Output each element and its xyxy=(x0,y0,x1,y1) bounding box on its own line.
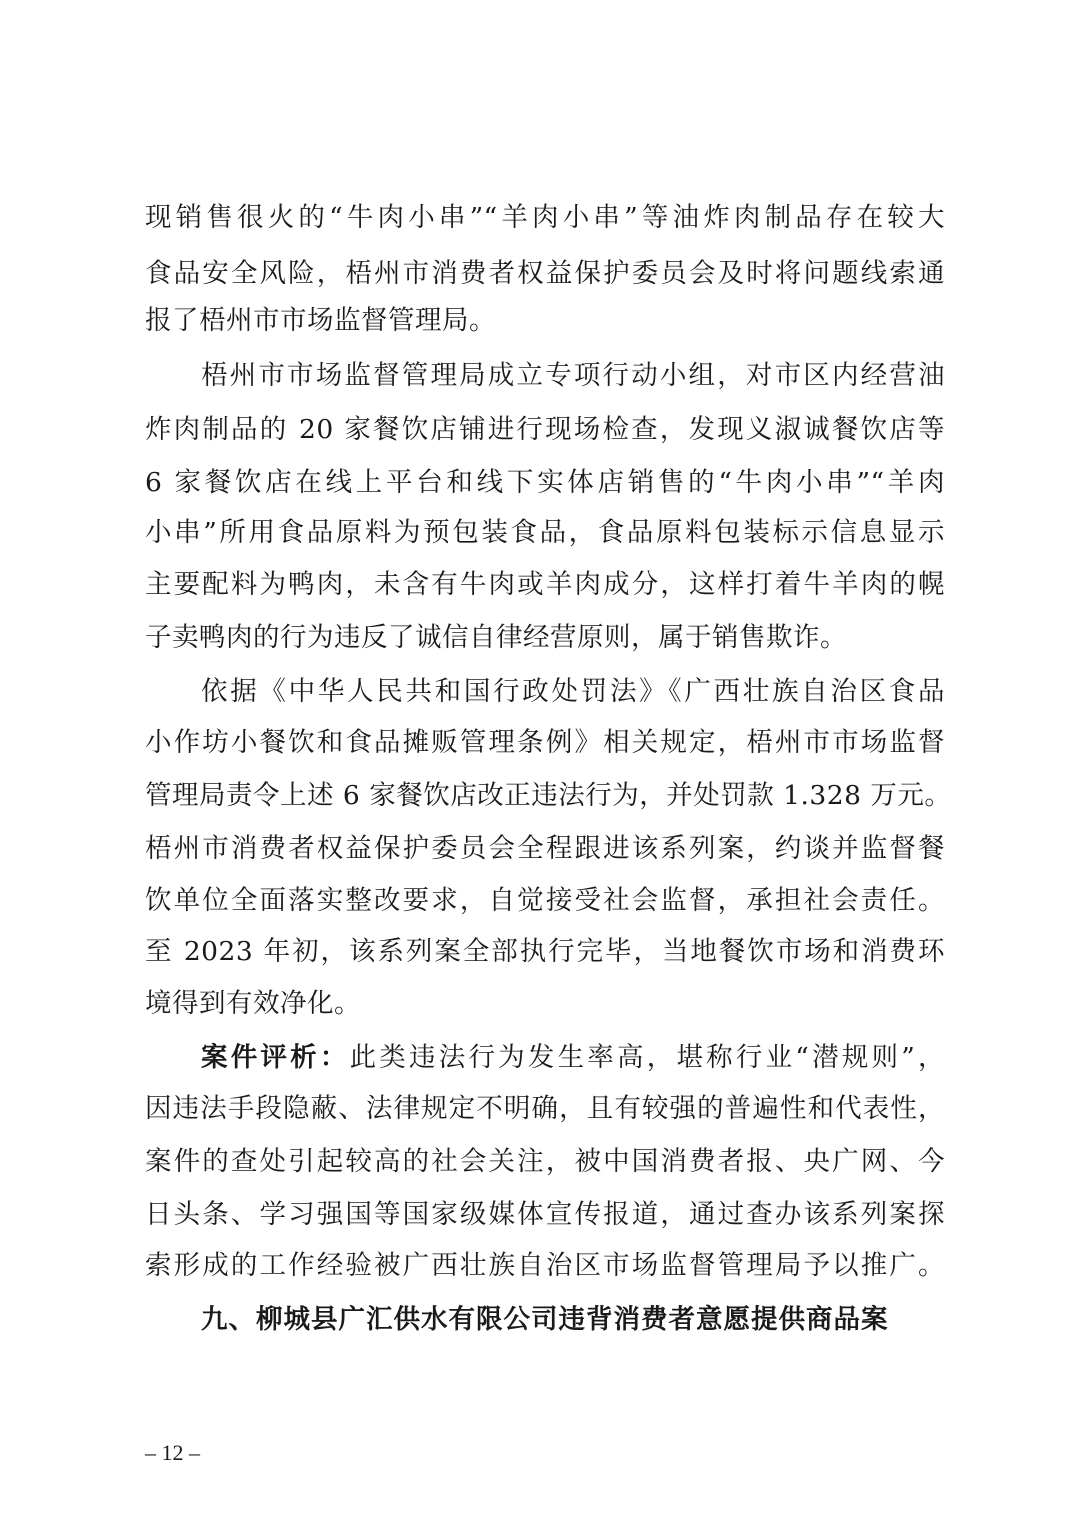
paragraph-3-line-3: 管理局责令上述 6 家餐饮店改正违法行为，并处罚款 1.328 万元。 xyxy=(145,780,952,811)
page-number: – 12 – xyxy=(145,1440,200,1465)
paragraph-2-line-6: 子卖鸭肉的行为违反了诚信自律经营原则，属于销售欺诈。 xyxy=(145,622,847,653)
analysis-line-2: 因违法手段隐蔽、法律规定不明确，且有较强的普遍性和代表性， xyxy=(145,1093,945,1124)
paragraph-2-line-2: 炸肉制品的 20 家餐饮店铺进行现场检查，发现义淑诚餐饮店等 xyxy=(145,414,945,445)
paragraph-3-line-7: 境得到有效净化。 xyxy=(145,988,361,1019)
analysis-line-5: 索形成的工作经验被广西壮族自治区市场监督管理局予以推广。 xyxy=(145,1250,945,1281)
paragraph-2-line-3: 6 家餐饮店在线上平台和线下实体店销售的“牛肉小串”“羊肉 xyxy=(145,467,945,498)
paragraph-2-line-5: 主要配料为鸭肉，未含有牛肉或羊肉成分，这样打着牛羊肉的幌 xyxy=(145,569,945,600)
section-heading: 九、柳城县广汇供水有限公司违背消费者意愿提供商品案 xyxy=(201,1304,889,1335)
paragraph-3-line-1: 依据《中华人民共和国行政处罚法》《广西壮族自治区食品 xyxy=(201,676,945,707)
paragraph-3-line-5: 饮单位全面落实整改要求，自觉接受社会监督，承担社会责任。 xyxy=(145,885,945,916)
analysis-line-1 xyxy=(201,1038,945,1078)
paragraph-2-line-1: 梧州市市场监督管理局成立专项行动小组，对市区内经营油 xyxy=(201,360,945,391)
paragraph-3-line-4: 梧州市消费者权益保护委员会全程跟进该系列案，约谈并监督餐 xyxy=(145,833,945,864)
paragraph-2-line-4: 小串”所用食品原料为预包装食品，食品原料包装标示信息显示 xyxy=(145,517,945,548)
analysis-line-4: 日头条、学习强国等国家级媒体宣传报道，通过查办该系列案探 xyxy=(145,1199,945,1230)
analysis-line-3: 案件的查处引起较高的社会关注，被中国消费者报、央广网、今 xyxy=(145,1146,945,1177)
analysis-line-1-text: 此类违法行为发生率高，堪称行业“潜规则”， xyxy=(349,1042,945,1073)
analysis-lead: 案件评析： xyxy=(201,1042,350,1073)
paragraph-3-line-6: 至 2023 年初，该系列案全部执行完毕，当地餐饮市场和消费环 xyxy=(145,936,945,967)
paragraph-1-line-2: 食品安全风险，梧州市消费者权益保护委员会及时将问题线索通 xyxy=(145,258,945,289)
paragraph-3-line-2: 小作坊小餐饮和食品摊贩管理条例》相关规定，梧州市市场监督 xyxy=(145,727,945,758)
paragraph-1-line-1: 现销售很火的“牛肉小串”“羊肉小串”等油炸肉制品存在较大 xyxy=(145,202,945,233)
paragraph-1-line-3: 报了梧州市市场监督管理局。 xyxy=(145,305,496,336)
